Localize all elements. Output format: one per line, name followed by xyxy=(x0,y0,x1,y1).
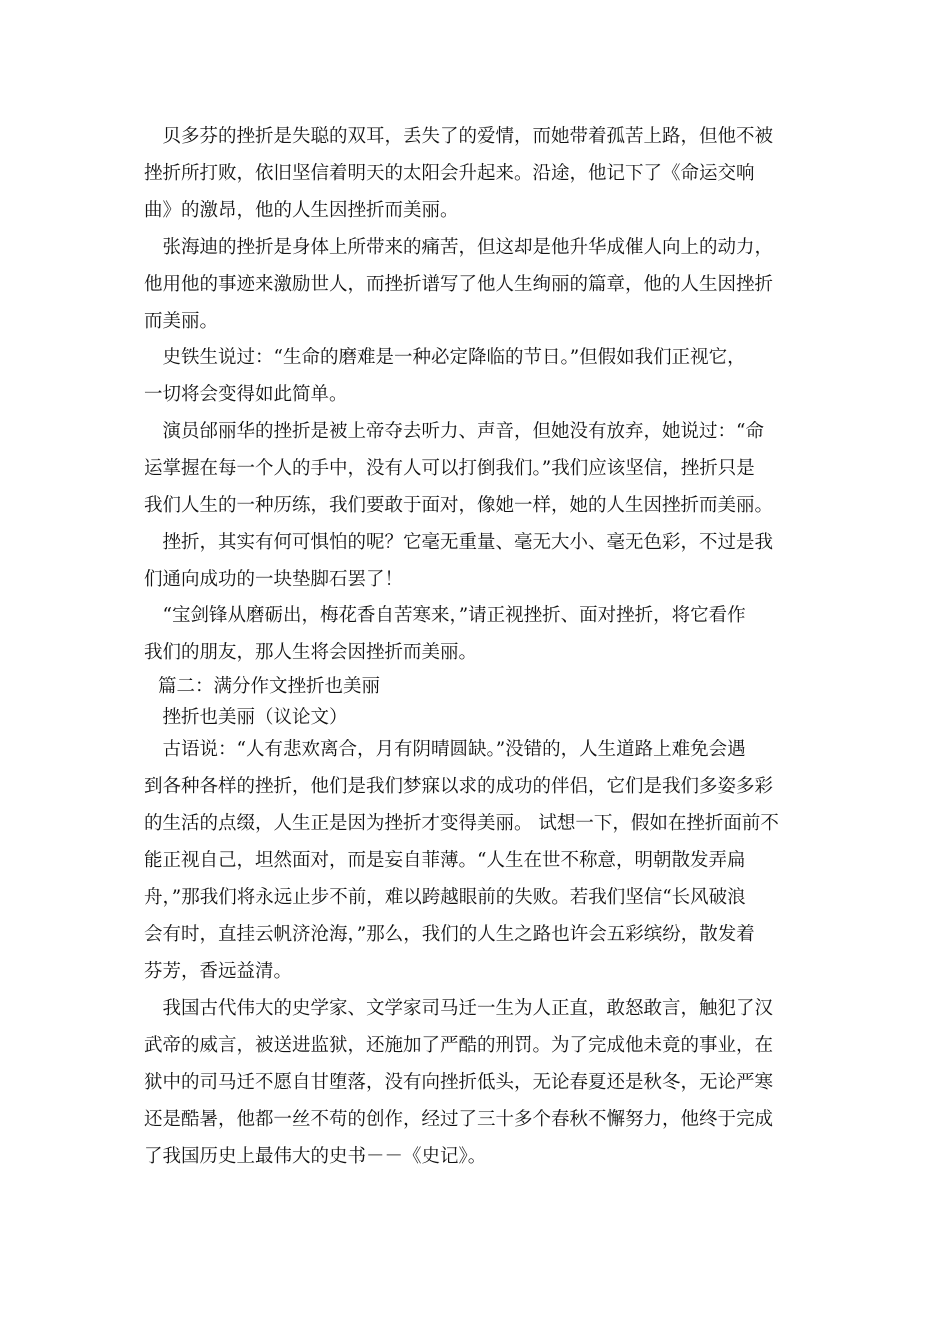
body-text-line: 演员邰丽华的挫折是被上帝夺去听力、声音，但她没有放弃，她说过：“命 xyxy=(144,421,764,442)
body-text-line: 的生活的点缀，人生正是因为挫折才变得美丽。 试想一下，假如在挫折面前不 xyxy=(144,813,779,834)
body-text-line: 曲》的激昂，他的人生因挫折而美丽。 xyxy=(144,200,459,221)
body-text-line: “宝剑锋从磨砺出，梅花香自苦寒来，”请正视挫折、面对挫折，将它看作 xyxy=(144,605,746,626)
body-text-line: 我们的朋友，那人生将会因挫折而美丽。 xyxy=(144,642,478,663)
body-text-line: 我国古代伟大的史学家、文学家司马迁一生为人正直，敢怒敢言，触犯了汉 xyxy=(144,998,774,1019)
body-text-line: 了我国历史上最伟大的史书－－《史记》。 xyxy=(144,1146,487,1167)
body-text-line: 运掌握在每一个人的手中，没有人可以打倒我们。”我们应该坚信，挫折只是 xyxy=(144,458,755,479)
body-text-line: 张海迪的挫折是身体上所带来的痛苦，但这却是他升华成催人向上的动力， xyxy=(144,237,774,258)
body-text-line: 挫折所打败，依旧坚信着明天的太阳会升起来。沿途，他记下了《命运交响 xyxy=(144,163,755,184)
body-text-line: 舟，”那我们将永远止步不前，难以跨越眼前的失败。若我们坚信“长风破浪 xyxy=(144,887,746,908)
body-text-line: 到各种各样的挫折，他们是我们梦寐以求的成功的伴侣，它们是我们多姿多彩 xyxy=(144,776,774,797)
body-text-line: 们通向成功的一块垫脚石罢了！ xyxy=(144,569,404,590)
body-text-line: 狱中的司马迁不愿自甘堕落，没有向挫折低头，无论春夏还是秋冬，无论严寒 xyxy=(144,1072,774,1093)
essay-title: 挫折也美丽（议论文） xyxy=(144,707,348,728)
body-text-line: 他用他的事迹来激励世人，而挫折谱写了他人生绚丽的篇章，他的人生因挫折 xyxy=(144,274,774,295)
body-text-line: 挫折，其实有何可惧怕的呢？它毫无重量、毫无大小、毫无色彩，不过是我 xyxy=(144,532,774,553)
body-text-line: 而美丽。 xyxy=(144,311,219,332)
body-text-line: 武帝的威言，被送进监狱，还施加了严酷的刑罚。为了完成他未竟的事业，在 xyxy=(144,1035,774,1056)
body-text-line: 古语说：“人有悲欢离合，月有阴晴圆缺。”没错的，人生道路上难免会遇 xyxy=(144,739,746,760)
body-text-line: 一切将会变得如此简单。 xyxy=(144,384,348,405)
body-text-line: 能正视自己，坦然面对，而是妄自菲薄。“人生在世不称意，明朝散发弄扁 xyxy=(144,850,746,871)
body-text-line: 芬芳，香远益清。 xyxy=(144,961,293,982)
body-text-line: 贝多芬的挫折是失聪的双耳，丢失了的爱情，而她带着孤苦上路，但他不被 xyxy=(144,126,774,147)
body-text-line: 还是酷暑，他都一丝不苟的创作，经过了三十多个春秋不懈努力，他终于完成 xyxy=(144,1109,774,1130)
body-text-line: 我们人生的一种历练，我们要敢于面对，像她一样，她的人生因挫折而美丽。 xyxy=(144,495,774,516)
body-text-line: 史铁生说过：“生命的磨难是一种必定降临的节日。”但假如我们正视它， xyxy=(144,347,746,368)
section-heading: 篇二：满分作文挫折也美丽 xyxy=(158,676,381,697)
body-text-line: 会有时，直挂云帆济沧海，”那么，我们的人生之路也许会五彩缤纷，散发着 xyxy=(144,924,755,945)
